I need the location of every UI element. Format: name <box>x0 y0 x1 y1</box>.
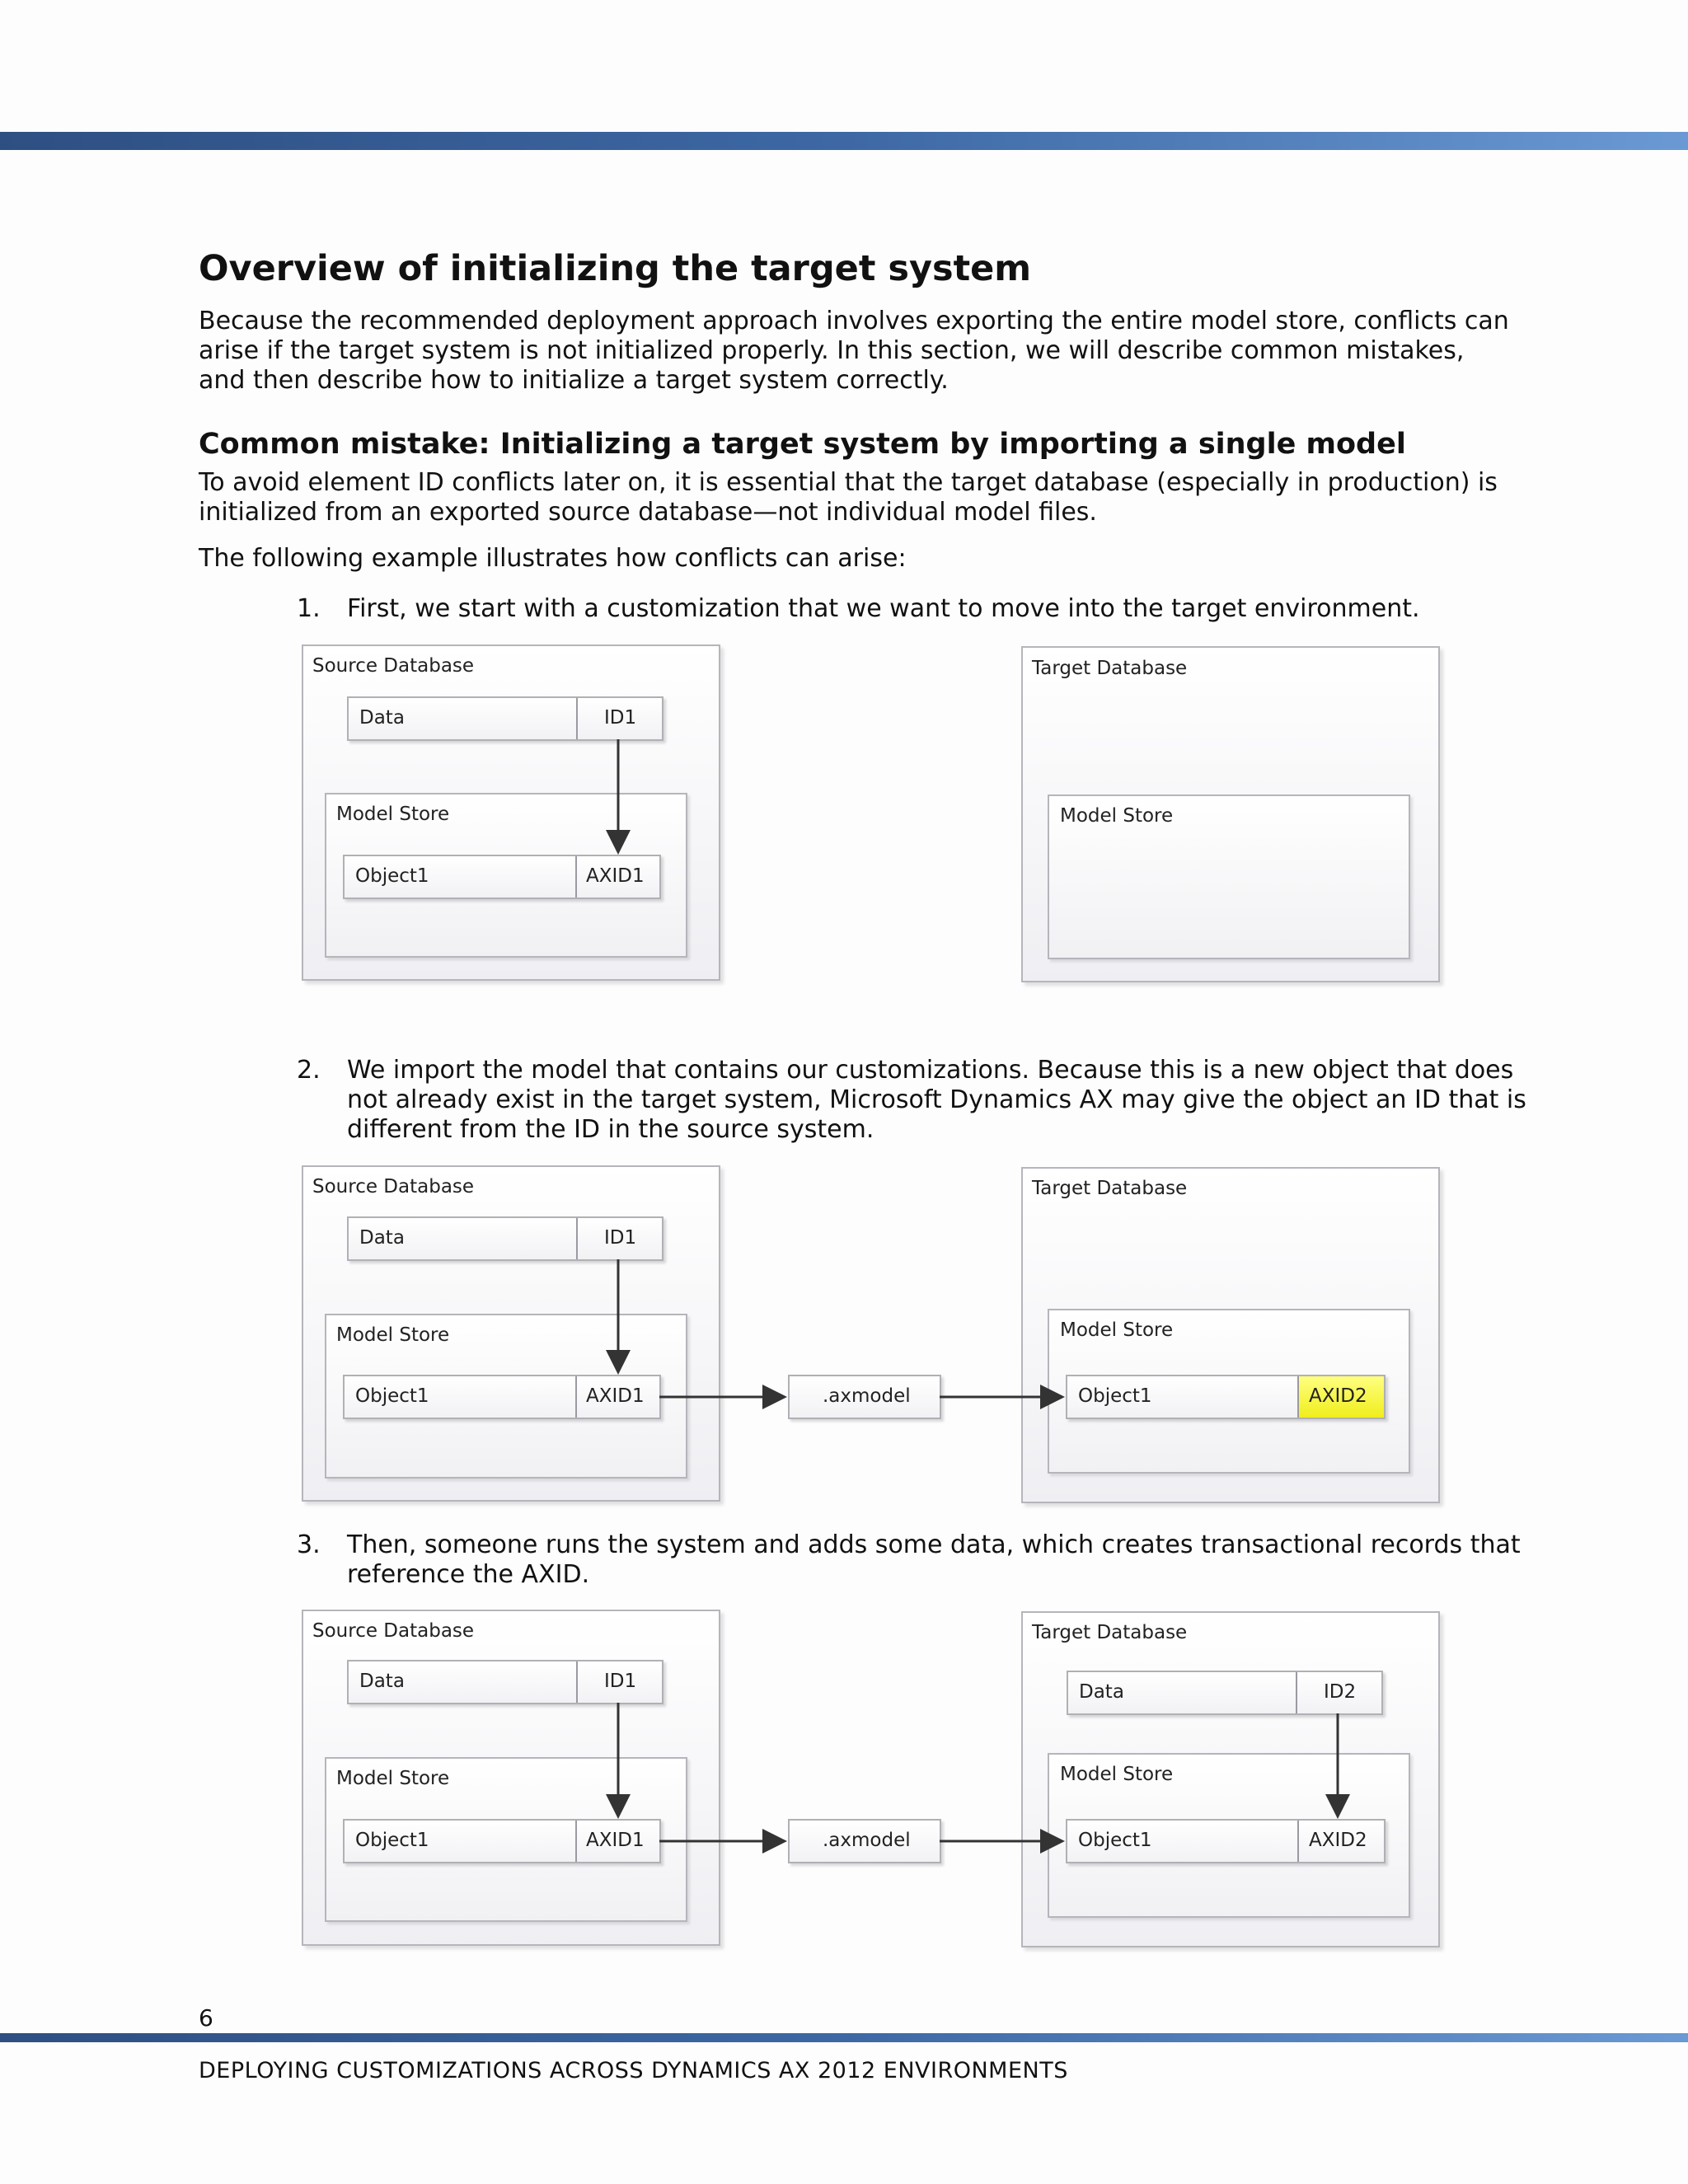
data-label: Data <box>359 1671 405 1692</box>
model-store-label: Model Store <box>1060 1319 1174 1341</box>
source-database-label: Source Database <box>312 1176 475 1197</box>
id-value: ID1 <box>604 1227 637 1249</box>
data-label: Data <box>1079 1681 1124 1703</box>
step-text: Then, someone runs the system and adds some data, which creates transactional records that reference the AXID. <box>347 1530 1521 1589</box>
data-label: Data <box>359 707 405 729</box>
model-store-label: Model Store <box>1060 1764 1174 1785</box>
object-label: Object1 <box>355 1385 429 1407</box>
axid-value: AXID2 <box>1309 1830 1367 1851</box>
axid-value: AXID1 <box>586 1385 645 1407</box>
axmodel-label: .axmodel <box>823 1830 911 1851</box>
axmodel-label: .axmodel <box>823 1385 911 1407</box>
axid-value: AXID1 <box>586 865 645 887</box>
step-number: 2. <box>297 1056 321 1085</box>
model-store-label: Model Store <box>336 1768 450 1789</box>
axid-value: AXID1 <box>586 1830 645 1851</box>
model-store-label: Model Store <box>336 1324 450 1346</box>
step-number: 3. <box>297 1530 321 1559</box>
paragraph-1: To avoid element ID conflicts later on, it is essential that the target database (especially in production) is initialized from an exported source database—not individual model files. <box>199 468 1498 527</box>
step-text: First, we start with a customization that we want to move into the target environment. <box>347 594 1420 623</box>
section-heading: Common mistake: Initializing a target system by importing a single model <box>199 428 1406 461</box>
target-database-label: Target Database <box>1032 1178 1188 1199</box>
intro-paragraph: Because the recommended deployment approach involves exporting the entire model store, conflicts can arise if the target system is not initialized properly. In this section, we will describe common mistakes, and then describe how to initialize a target system correctly. <box>199 307 1509 395</box>
footer-bar <box>0 2033 1688 2042</box>
paragraph-2: The following example illustrates how conflicts can arise: <box>199 544 907 573</box>
object-label: Object1 <box>1078 1385 1152 1407</box>
target-database-label: Target Database <box>1032 1622 1188 1643</box>
source-database-label: Source Database <box>312 1620 475 1642</box>
model-store-label: Model Store <box>1060 805 1174 827</box>
model-store-label: Model Store <box>336 804 450 825</box>
object-label: Object1 <box>1078 1830 1152 1851</box>
step-text: We import the model that contains our customizations. Because this is a new object that does not already exist in the target system, Microsoft Dynamics AX may give the object an ID that is different from the ID in the source system. <box>347 1056 1526 1144</box>
axid-value: AXID2 <box>1309 1385 1367 1407</box>
id-value: ID1 <box>604 707 637 729</box>
id-value: ID2 <box>1324 1681 1357 1703</box>
source-database-label: Source Database <box>312 655 475 677</box>
object-label: Object1 <box>355 1830 429 1851</box>
step-number: 1. <box>297 594 321 623</box>
target-database-label: Target Database <box>1032 658 1188 679</box>
object-label: Object1 <box>355 865 429 887</box>
page-number: 6 <box>199 2004 213 2032</box>
id-value: ID1 <box>604 1671 637 1692</box>
page-title: Overview of initializing the target system <box>199 248 1032 289</box>
footer-title: DEPLOYING CUSTOMIZATIONS ACROSS DYNAMICS AX 2012 ENVIRONMENTS <box>199 2058 1068 2083</box>
data-label: Data <box>359 1227 405 1249</box>
